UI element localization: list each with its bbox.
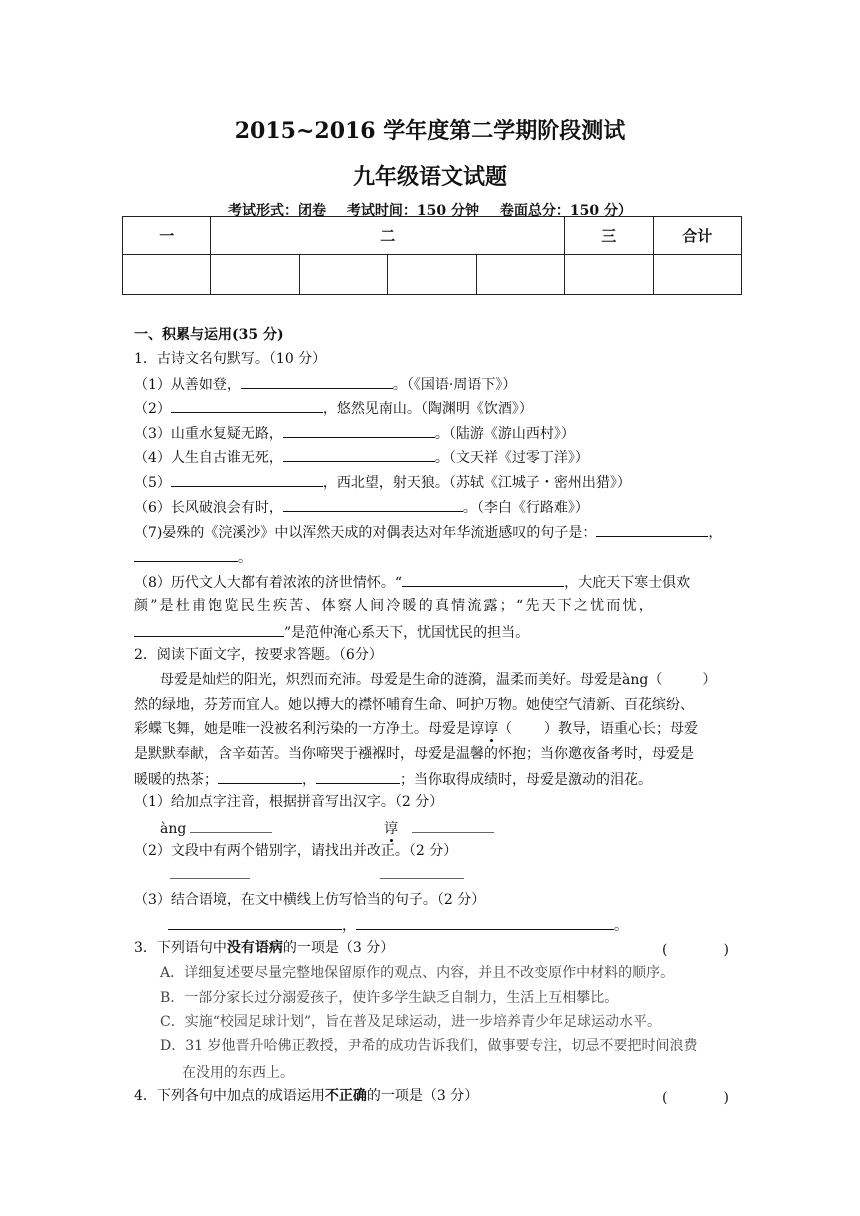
answer-blank[interactable]: [596, 522, 708, 537]
answer-blank[interactable]: [380, 864, 464, 879]
q2-sub3: （3）结合语境，在文中横线上仿写恰当的句子。（2 分）: [134, 892, 486, 908]
answer-blank[interactable]: [402, 572, 564, 587]
q2-sub1-answer-b: 谆: [384, 818, 494, 838]
score-header-3: 三: [565, 217, 653, 255]
exam-title: 2015~2016 学年度第二学期阶段测试: [234, 118, 626, 144]
answer-blank[interactable]: [356, 915, 614, 930]
answer-blank[interactable]: [316, 769, 400, 784]
exam-total-score: 卷面总分：150 分）: [499, 203, 632, 219]
section-title: 一、积累与运用(35 分): [134, 327, 284, 343]
q4-answer-paren[interactable]: ( ): [662, 1090, 729, 1106]
q3-option-c: C．实施“校园足球计划”，旨在普及足球运动，进一步培养青少年足球运动水平。: [160, 1014, 662, 1030]
answer-blank[interactable]: [171, 472, 323, 487]
score-cell[interactable]: [476, 255, 564, 295]
q1-item-4: （4）人生自古谁无死， 。（文天祥《过零丁洋》）: [134, 447, 589, 467]
q2-passage-line2: 然的绿地，芬芳而宜人。她以搏大的襟怀哺育生命、呵护万物。她使空气清新、百花缤纷、: [134, 697, 694, 713]
q3-option-b: B．一部分家长过分溺爱孩子，使许多学生缺乏自制力，生活上互相攀比。: [160, 990, 619, 1006]
q2-sub1: （1）给加点字注音，根据拼音写出汉字。（2 分）: [134, 794, 444, 810]
answer-blank[interactable]: [241, 374, 393, 389]
q2-sub3-answer: ， 。: [168, 915, 628, 935]
score-header-2: 二: [211, 217, 565, 255]
q2-sub1-answer-a: àng: [160, 818, 272, 838]
score-cell[interactable]: [565, 255, 653, 295]
answer-blank[interactable]: [412, 818, 494, 833]
q1-item-8-line2: 颜”是杜甫饱览民生疾苦、体察人间冷暖的真情流露；“先天下之忧而忧，: [134, 598, 655, 614]
q1-item-6: （6）长风破浪会有时， 。（李白《行路难》）: [134, 497, 589, 517]
q1-item-2: （2） ，悠然见南山。（陶渊明《饮酒》）: [134, 398, 533, 418]
q1-item-3: （3）山重水复疑无路， 。（陆游《游山西村》）: [134, 423, 575, 443]
q1-item-5: （5） ，西北望，射天狼。（苏轼《江城子・密州出猎》）: [134, 472, 631, 492]
q2-passage-line5: 暖暖的热茶； ， ；当你取得成绩时，母爱是激动的泪花。: [134, 769, 652, 789]
answer-blank[interactable]: [134, 547, 238, 562]
score-table: [122, 216, 742, 295]
score-header-total: 合计: [653, 217, 742, 255]
q2-stem: 2．阅读下面文字，按要求答题。（6分）: [134, 647, 383, 663]
q3-answer-paren[interactable]: ( ): [662, 942, 729, 958]
score-cell[interactable]: [123, 255, 211, 295]
score-cell[interactable]: [299, 255, 387, 295]
answer-blank[interactable]: [283, 423, 435, 438]
q1-stem: 1．古诗文名句默写。（10 分）: [134, 351, 327, 367]
score-cell[interactable]: [211, 255, 299, 295]
q3-stem: 3．下列语句中没有语病的一项是（3 分）: [134, 940, 395, 956]
q1-item-7: （7)晏殊的《浣溪沙》中以浑然天成的对偶表达对年华流逝感叹的句子是： ，: [134, 522, 722, 542]
exam-duration: 考试时间：150 分钟: [346, 203, 479, 219]
q3-option-a: A．详细复述要尽量完整地保留原作的观点、内容，并且不改变原作中材料的顺序。: [160, 965, 675, 981]
score-header-1: 一: [123, 217, 211, 255]
q4-stem: 4．下列各句中加点的成语运用不正确的一项是（3 分）: [134, 1088, 479, 1104]
answer-blank[interactable]: [218, 769, 302, 784]
q2-passage-line4: 是默默奉献，含辛茹苦。当你啼哭于襁褓时，母爱是温馨的怀抱；当你邀夜备考时，母爱是: [134, 746, 694, 762]
q3-option-d-cont: 在没用的东西上。: [182, 1065, 294, 1081]
q3-option-d: D．31 岁他晋升哈佛正教授，尹希的成功告诉我们，做事要专注，切忌不要把时间浪费: [160, 1038, 698, 1054]
answer-blank[interactable]: [171, 398, 323, 413]
answer-blank[interactable]: [190, 818, 272, 833]
answer-blank[interactable]: [170, 864, 250, 879]
q1-item-8-line3: ”是范仲淹心系天下，忧国忧民的担当。: [134, 622, 529, 642]
q1-item-7-cont: 。: [134, 547, 252, 567]
answer-blank[interactable]: [168, 915, 342, 930]
q2-sub2: （2）文段中有两个错别字，请找出并改正。（2 分）: [134, 843, 458, 859]
q1-item-1: （1）从善如登， 。（《国语·周语下》）: [134, 374, 516, 394]
exam-subtitle: 九年级语文试题: [352, 164, 507, 190]
q1-item-8: （8）历代文人大都有着浓浓的济世情怀。“ ，大庇天下寒士俱欢: [134, 572, 690, 592]
score-cell[interactable]: [653, 255, 742, 295]
q2-passage-line1: 母爱是灿烂的阳光，炽烈而充沛。母爱是生命的涟漪，温柔而美好。母爱是àng（ ）: [160, 672, 717, 688]
answer-blank[interactable]: [283, 497, 463, 512]
exam-format: 考试形式：闭卷: [228, 203, 327, 219]
score-cell[interactable]: [388, 255, 476, 295]
answer-blank[interactable]: [134, 622, 284, 637]
q2-passage-line3: 彩蝶飞舞，她是唯一没被名利污染的一方净土。母爱是谆谆（ ）教导，语重心长；母爱: [134, 721, 698, 737]
answer-blank[interactable]: [283, 447, 435, 462]
q2-sub2-answer: [170, 864, 464, 884]
